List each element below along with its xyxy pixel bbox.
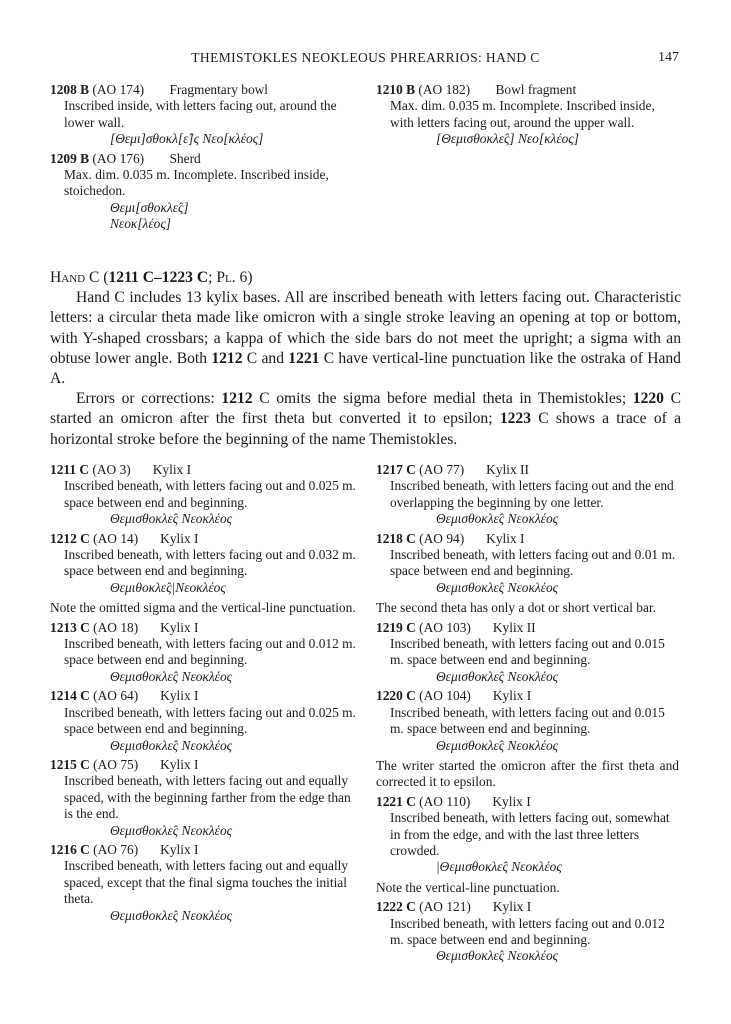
entry-ref: (AO 182)	[418, 82, 471, 97]
entry-desc: Kylix I	[486, 530, 525, 546]
entry-number: 1216 C	[50, 841, 90, 857]
para-text: C have vertical-line punctuation like the ostraka of Hand A.	[50, 349, 681, 388]
entry-body: Inscribed beneath, with letters facing out and 0.012 m. space between end and beginning.	[64, 636, 356, 668]
entry-body: Inscribed beneath, with letters facing out and equally spaced, except that the final sigma touches the initial theta.	[64, 858, 349, 907]
entry-ref: (AO 121)	[419, 899, 471, 915]
entry-desc: Kylix I	[492, 688, 532, 704]
para-text: C omits the sigma before medial theta in Themistokles;	[259, 390, 627, 408]
entry-body: Inscribed beneath, with letters facing out and 0.01 m. space between end and beginning.	[390, 547, 676, 579]
catalog-entry	[50, 757, 356, 839]
entry-heading	[50, 757, 356, 773]
entry-number: 1215 C	[50, 756, 90, 772]
entry-desc: Sherd	[169, 150, 201, 166]
inscription-line: Θεμισθοκλε̂ς Νεοκλέος	[436, 579, 559, 595]
entry-ref: (AO 104)	[419, 688, 471, 704]
catalog-ref: 1223	[499, 410, 531, 428]
entry-number: 1214 C	[50, 688, 90, 704]
entry-body: Inscribed inside, with letters facing out, around the lower wall.	[64, 98, 337, 130]
catalog-entry	[376, 794, 679, 896]
entry-desc: Kylix I	[492, 899, 532, 915]
entry-heading	[376, 899, 679, 915]
entry-note: The second theta has only a dot or short vertical bar.	[376, 600, 656, 616]
entry-body: Inscribed beneath, with letters facing out and 0.012 m. space between end and beginning.	[390, 915, 665, 947]
entry-desc: Fragmentary bowl	[169, 82, 269, 97]
entry-number: 1221 C	[376, 793, 416, 809]
entry-heading	[50, 688, 356, 704]
hand-c-section	[50, 268, 681, 450]
catalog-ref: 1212	[211, 349, 243, 367]
para-text: C started an omicron after the first theta but converted it to epsilon;	[50, 390, 681, 428]
catalog-entry	[50, 688, 356, 754]
entry-ref: (AO 94)	[419, 530, 465, 546]
catalog-entry	[50, 620, 356, 686]
top-right-column	[376, 82, 679, 151]
para-text: Hand C includes 13 kylix bases. All are inscribed beneath with letters facing out. Characteristic letters: a circular theta made like omicron with a single stroke leaving an opening at top or bottom, with Y-shaped crossbars; a kappa of which the side bars do not meet the upright; a sigma with an obtuse lower angle. Both	[50, 289, 681, 367]
entry-ref: (AO 75)	[93, 756, 139, 772]
entry-heading	[50, 82, 356, 98]
para-text: C shows a trace of a horizontal stroke before the beginning of the name Themistokles.	[50, 410, 681, 448]
inscription-line: Θεμισθοκλε̂ς Νεοκλέος	[110, 668, 233, 684]
entry-heading	[50, 531, 356, 547]
entry-number: 1209 B	[50, 150, 90, 166]
title-prefix: Hand C (	[50, 269, 109, 286]
para-text: C and	[246, 349, 284, 367]
entry-heading	[376, 794, 679, 810]
page-number: 147	[658, 50, 679, 65]
entry-desc: Kylix I	[160, 841, 199, 857]
entry-desc: Kylix II	[492, 619, 536, 635]
entry-ref: (AO 174)	[92, 82, 145, 97]
entry-body: Inscribed beneath, with letters facing out and 0.025 m. space between end and beginning.	[64, 704, 356, 737]
entry-ref: (AO 64)	[93, 688, 139, 704]
inscription-line: Θεμισθοκλε̂ς Νεοκλέος	[110, 822, 233, 838]
page-header	[0, 50, 731, 70]
entry-number: 1222 C	[376, 899, 416, 915]
inscription-line: Θεμι[σθοκλε̂ς]	[110, 199, 189, 215]
entry-heading	[376, 462, 679, 478]
catalog-entry	[50, 842, 356, 924]
inscription-line: [Θεμι]σθοκλ[ε̂]ς Νεο[κλέος]	[110, 131, 264, 147]
catalog-ref: 1212	[221, 390, 253, 408]
entry-note: Note the vertical-line punctuation.	[376, 879, 560, 895]
catalog-entry	[376, 899, 679, 965]
entry-body: Max. dim. 0.035 m. Incomplete. Inscribed inside, with letters facing out, around the upper wall.	[390, 98, 655, 130]
catalog-ref: 1221	[288, 349, 320, 367]
section-title	[50, 268, 681, 288]
entry-number: 1220 C	[376, 688, 416, 704]
paragraph-intro	[50, 288, 681, 389]
entry-ref: (AO 176)	[92, 150, 145, 166]
entry-number: 1219 C	[376, 619, 416, 635]
entry-desc: Kylix I	[160, 619, 199, 635]
catalog-entry-1210	[376, 82, 679, 148]
entry-heading	[50, 151, 356, 167]
entry-desc: Kylix I	[152, 462, 192, 477]
entry-heading	[376, 688, 679, 704]
entry-heading	[376, 82, 679, 98]
entry-ref: (AO 18)	[93, 619, 139, 635]
entry-note: The writer started the omicron after the first theta and corrected it to epsilon.	[376, 757, 679, 790]
entry-ref: (AO 76)	[93, 841, 139, 857]
catalog-entry	[376, 531, 679, 617]
entry-ref: (AO 3)	[92, 462, 131, 477]
entry-heading	[50, 462, 356, 478]
entry-note: Note the omitted sigma and the vertical-line punctuation.	[50, 600, 356, 616]
entry-number: 1213 C	[50, 619, 90, 635]
entry-number: 1217 C	[376, 462, 416, 477]
inscription-line: Θεμισθοκλε̂ς Νεοκλέος	[110, 907, 233, 923]
inscription-line: Θεμισθοκλε̂ς Νεοκλέος	[436, 737, 559, 753]
top-left-column	[50, 82, 356, 236]
entry-ref: (AO 110)	[419, 793, 471, 809]
inscription-line: [Θεμισθοκλε̂ς] Νεο[κλέος]	[436, 131, 579, 147]
entry-number: 1211 C	[50, 462, 90, 477]
catalog-entry-1209	[50, 151, 356, 233]
entry-desc: Kylix I	[160, 756, 199, 772]
entry-number: 1212 C	[50, 530, 90, 546]
entry-body: Inscribed beneath, with letters facing out and 0.032 m. space between end and beginning.	[64, 547, 356, 579]
title-suffix: ; Pl. 6)	[208, 269, 253, 286]
entry-number: 1210 B	[376, 82, 416, 97]
entry-body: Inscribed beneath, with letters facing out and the end overlapping the beginning by one letter.	[390, 478, 674, 510]
entry-ref: (AO 14)	[93, 530, 139, 546]
inscription-line: Νεοκ[λέος]	[110, 216, 171, 232]
entry-number: 1218 C	[376, 530, 416, 546]
catalog-entry	[376, 462, 679, 528]
catalog-entry	[50, 462, 356, 528]
entry-body: Inscribed beneath, with letters facing out and 0.025 m. space between end and beginning.	[64, 478, 356, 510]
paragraph-errors	[50, 389, 681, 450]
entry-heading	[50, 620, 356, 636]
catalog-entry-1208	[50, 82, 356, 148]
catalog-entry	[376, 688, 679, 790]
catalog-entry	[50, 531, 356, 617]
entry-body: Inscribed beneath, with letters facing out and 0.015 m. space between end and beginning.	[390, 636, 665, 668]
entry-body: Inscribed beneath, with letters facing out and equally spaced, with the beginning farther from the edge than is the end.	[64, 773, 351, 822]
catalog-ref: 1220	[632, 390, 664, 408]
entry-desc: Kylix II	[486, 462, 529, 477]
entry-number: 1208 B	[50, 82, 90, 97]
inscription-line: |Θεμισθοκλε̂ς Νεοκλέος	[436, 859, 562, 875]
entry-body: Inscribed beneath, with letters facing out, somewhat in from the edge, and with the last three letters crowded.	[390, 810, 670, 858]
catalog-left-column	[50, 462, 356, 927]
inscription-line: Θεμισθοκλε̂ς Νεοκλέος	[110, 511, 233, 527]
entry-desc: Kylix I	[160, 688, 199, 704]
entry-body: Inscribed beneath, with letters facing out and 0.015 m. space between end and beginning.	[390, 704, 665, 737]
entry-ref: (AO 103)	[419, 619, 471, 635]
inscription-line: Θεμισθοκλε̂ς Νεοκλέος	[110, 737, 233, 753]
title-range: 1211 C–1223 C	[108, 269, 209, 286]
running-title: THEMISTOKLES NEOKLEOUS PHREARRIOS: HAND C	[191, 50, 540, 65]
entry-ref: (AO 77)	[419, 462, 465, 477]
inscription-line: Θεμισθοκλε̂ς Νεοκλέος	[436, 668, 559, 684]
catalog-right-column	[376, 462, 679, 968]
entry-desc: Bowl fragment	[495, 82, 577, 97]
entry-heading	[50, 842, 356, 858]
inscription-line: Θεμισθοκλε̂ς Νεοκλέος	[436, 511, 559, 527]
inscription-line: Θεμισθοκλε̂ς Νεοκλέος	[436, 948, 559, 964]
entry-desc: Kylix I	[492, 793, 531, 809]
entry-body: Max. dim. 0.035 m. Incomplete. Inscribed inside, stoichedon.	[64, 167, 329, 199]
para-text: Errors or corrections:	[76, 390, 215, 408]
entry-heading	[376, 620, 679, 636]
entry-heading	[376, 531, 679, 547]
inscription-line: Θεμιθοκλε̂ς|Νεοκλέος	[110, 579, 226, 595]
entry-desc: Kylix I	[160, 530, 199, 546]
catalog-entry	[376, 620, 679, 686]
